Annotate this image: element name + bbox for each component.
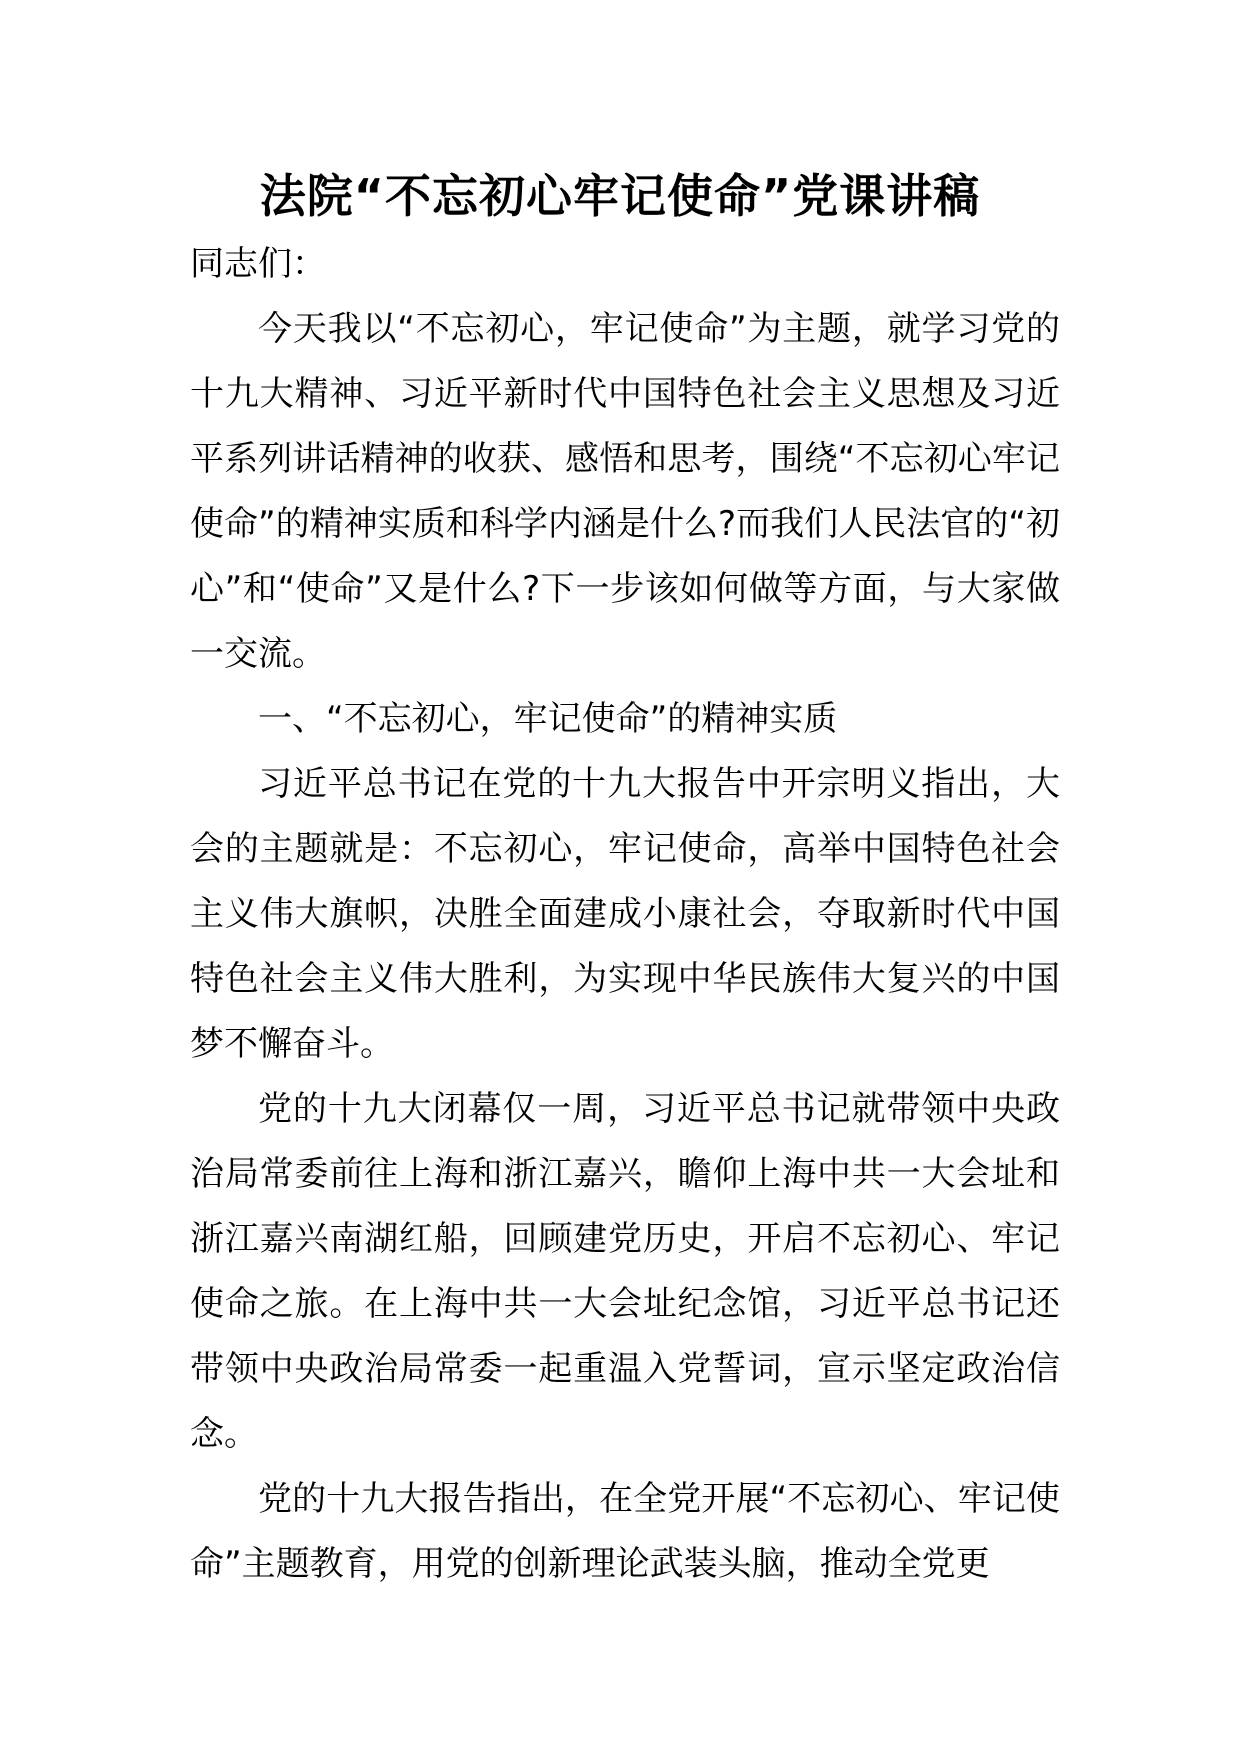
paragraph-intro: 今天我以“不忘初心，牢记使命”为主题，就学习党的十九大精神、习近平新时代中国特色社会主义思想及习近平系列讲话精神的收获、感悟和思考，围绕“不忘初心牢记使命”的精神实质和科学内涵是什么?而我们人民法官的“初心”和“使命”又是什么?下一步该如何做等方面，与大家做一交流。: [190, 309, 1060, 674]
section-heading-1: 一、“不忘初心，牢记使命”的精神实质: [258, 699, 838, 739]
document-body: [190, 232, 1060, 1597]
paragraph-theme-education: 党的十九大报告指出，在全党开展“不忘初心、牢记使命”主题教育，用党的创新理论武装头脑，推动全党更: [190, 1479, 1060, 1584]
paragraph-report-theme: 习近平总书记在党的十九大报告中开宗明义指出，大会的主题就是：不忘初心，牢记使命，高举中国特色社会主义伟大旗帜，决胜全面建成小康社会，夺取新时代中国特色社会主义伟大胜利，为实现中华民族伟大复兴的中国梦不懈奋斗。: [190, 764, 1060, 1064]
salutation: 同志们：: [190, 244, 326, 284]
document-title: 法院“不忘初心牢记使命”党课讲稿: [259, 169, 981, 223]
paragraph-shanghai-visit: 党的十九大闭幕仅一周，习近平总书记就带领中央政治局常委前往上海和浙江嘉兴，瞻仰上海中共一大会址和浙江嘉兴南湖红船，回顾建党历史，开启不忘初心、牢记使命之旅。在上海中共一大会址纪念馆，习近平总书记还带领中央政治局常委一起重温入党誓词，宣示坚定政治信念。: [190, 1089, 1060, 1454]
